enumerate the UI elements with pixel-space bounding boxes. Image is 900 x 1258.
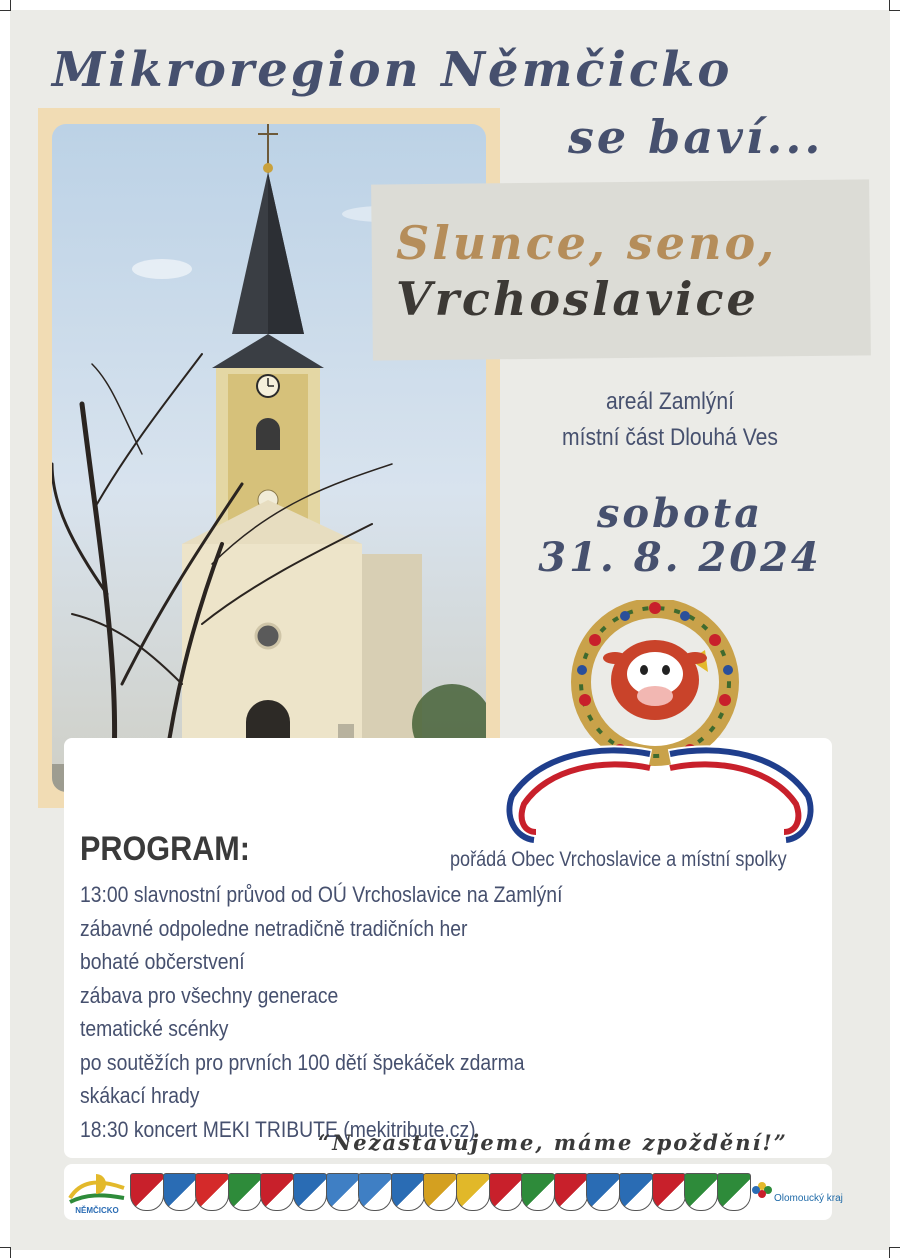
program-item: tematické scénky xyxy=(80,1016,229,1041)
program-item: skákací hrady xyxy=(80,1083,200,1108)
municipal-crest-icon xyxy=(358,1173,392,1211)
program-item: zábavné odpoledne netradičně tradičních her xyxy=(80,915,468,941)
program-item: bohaté občerstvení xyxy=(80,949,245,974)
municipal-crest-icon xyxy=(619,1173,653,1211)
crop-mark-top-left xyxy=(0,0,11,11)
venue-line2: místní část Dlouhá Ves xyxy=(561,424,778,451)
municipal-crest-icon xyxy=(684,1173,718,1211)
municipal-crest-icon xyxy=(130,1173,164,1211)
municipal-crest-icon xyxy=(652,1173,686,1211)
venue-line1: areál Zamlýní xyxy=(606,388,734,415)
header-title-line2: se baví... xyxy=(568,110,824,164)
tricolor-ribbon-icon xyxy=(500,740,820,850)
crop-mark-top-right xyxy=(889,0,900,11)
municipal-crest-icon xyxy=(554,1173,588,1211)
mikroregion-logo-text: NĚMČICKO xyxy=(75,1206,119,1215)
municipal-crest-icon xyxy=(717,1173,751,1211)
program-title: PROGRAM: xyxy=(80,830,251,868)
municipal-crest-icon xyxy=(489,1173,523,1211)
municipal-crest-icon xyxy=(456,1173,490,1211)
event-name-tape xyxy=(371,179,871,360)
event-date: 31. 8. 2024 xyxy=(538,534,822,581)
municipal-crest-icon xyxy=(260,1173,294,1211)
program-item: 18:30 koncert MEKI TRIBUTE (mekitribute.cz) xyxy=(80,1116,476,1142)
crop-mark-bottom-right xyxy=(889,1247,900,1258)
program-item: po soutěžích pro prvních 100 dětí špekáček zdarma xyxy=(80,1049,525,1075)
header-title-line1: Mikroregion Němčicko xyxy=(52,42,733,98)
crop-mark-bottom-left xyxy=(0,1247,11,1258)
municipal-crest-icon xyxy=(326,1173,360,1211)
program-item: zábava pro všechny generace xyxy=(80,982,339,1008)
program-quote: “Nezastavujeme, máme zpoždění!” xyxy=(318,1130,788,1155)
municipal-crest-icon xyxy=(163,1173,197,1211)
municipal-crest-icon xyxy=(195,1173,229,1211)
municipal-crest-icon xyxy=(521,1173,555,1211)
municipal-crest-icon xyxy=(423,1173,457,1211)
program-item: 13:00 slavnostní průvod od OÚ Vrchoslavice na Zamlýní xyxy=(80,882,563,907)
event-day: sobota xyxy=(596,490,764,537)
event-name-line2: Vrchoslavice xyxy=(396,272,759,326)
olomoucky-kraj-label: Olomoucký kraj xyxy=(774,1193,843,1204)
organizer-text: pořádá Obec Vrchoslavice a místní spolky xyxy=(450,848,787,871)
municipal-crest-icon xyxy=(293,1173,327,1211)
program-list xyxy=(80,878,628,1146)
event-name-line1: Slunce, seno, xyxy=(396,216,778,270)
mikroregion-logo-icon xyxy=(66,1168,128,1216)
municipal-crest-icon xyxy=(391,1173,425,1211)
municipal-crest-icon xyxy=(586,1173,620,1211)
municipal-crest-icon xyxy=(228,1173,262,1211)
